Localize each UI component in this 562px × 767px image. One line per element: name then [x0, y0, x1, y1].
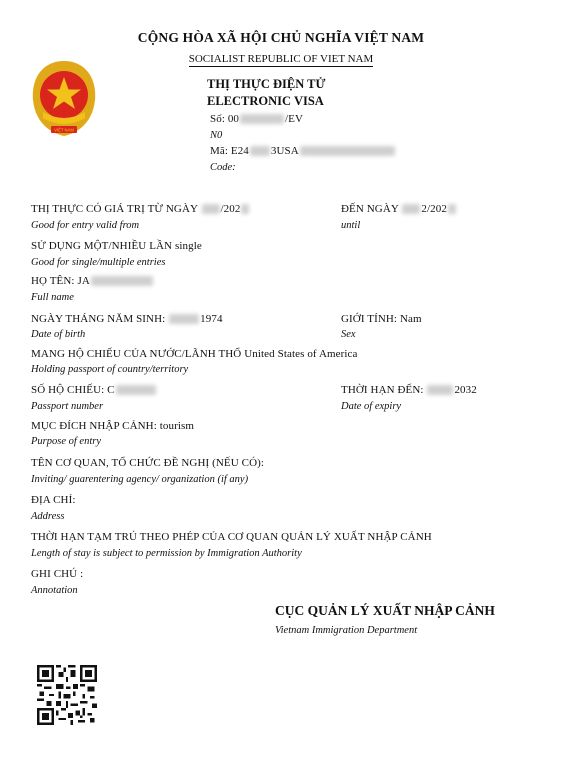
usage-en: Good for single/multiple entries — [31, 257, 166, 268]
sex: GIỚI TÍNH: Nam — [341, 313, 422, 325]
full-name-en: Full name — [31, 292, 74, 303]
purpose-of-entry: MỤC ĐÍCH NHẬP CẢNH: tourism — [31, 420, 195, 432]
visa-code-label-en: Code: — [210, 162, 236, 173]
visa-title-vn: THỊ THỰC ĐIỆN TỬ — [207, 77, 326, 91]
country-title: CỘNG HÒA XÃ HỘI CHỦ NGHĨA VIỆT NAM — [137, 30, 425, 45]
qr-code — [37, 665, 97, 725]
annotation-en: Annotation — [31, 585, 78, 596]
annotation: GHI CHÚ : — [31, 568, 84, 580]
valid-until: ĐẾN NGÀY 2/202 — [341, 203, 457, 215]
date-of-birth: NGÀY THÁNG NĂM SINH: 1974 — [31, 313, 223, 325]
country-subtitle: SOCIALIST REPUBLIC OF VIET NAM — [188, 53, 374, 65]
passport-number: SỐ HỘ CHIẾU: C — [31, 384, 157, 396]
passport-expiry: THỜI HẠN ĐẾN: 2032 — [341, 384, 477, 396]
full-name: HỌ TÊN: JA — [31, 275, 154, 287]
visa-number: Số: 00 /EV — [210, 113, 304, 125]
passport-number-en: Passport number — [31, 401, 104, 412]
address: ĐỊA CHỈ: — [31, 494, 76, 506]
usage: SỬ DỤNG MỘT/NHIỀU LẦN single — [31, 240, 202, 252]
immigration-department-en: Vietnam Immigration Department — [275, 625, 418, 636]
visa-code: Mã: E24 3USA — [210, 145, 396, 157]
passport-country: MANG HỘ CHIẾU CỦA NƯỚC/LÃNH THỔ United States of America — [31, 348, 358, 360]
national-emblem — [29, 58, 99, 140]
visa-number-label-en: N0 — [210, 130, 223, 141]
length-of-stay: THỜI HẠN TẠM TRÚ THEO PHÉP CỦA CƠ QUAN QUẢN LÝ XUẤT NHẬP CẢNH — [31, 531, 432, 543]
valid-until-en: until — [341, 220, 361, 231]
length-of-stay-en: Length of stay is subject to permission by Immigration Authority — [31, 548, 302, 559]
immigration-department: CỤC QUẢN LÝ XUẤT NHẬP CẢNH — [275, 603, 495, 618]
passport-country-en: Holding passport of country/territory — [31, 364, 189, 375]
purpose-of-entry-en: Purpose of entry — [31, 436, 101, 447]
emblem-ribbon-text: VIỆT NAM — [54, 127, 74, 133]
date-of-birth-en: Date of birth — [31, 329, 86, 340]
passport-expiry-en: Date of expiry — [341, 401, 402, 412]
inviting-agency: TÊN CƠ QUAN, TỔ CHỨC ĐỀ NGHỊ (NẾU CÓ): — [31, 457, 265, 469]
inviting-agency-en: Inviting/ guarentering agency/ organization (if any) — [31, 474, 249, 485]
sex-en: Sex — [341, 329, 356, 340]
valid-from-en: Good for entry valid from — [31, 220, 140, 231]
visa-title-en: ELECTRONIC VISA — [207, 94, 324, 108]
address-en: Address — [31, 511, 65, 522]
valid-from: THỊ THỰC CÓ GIÁ TRỊ TỪ NGÀY /202 — [31, 203, 250, 215]
